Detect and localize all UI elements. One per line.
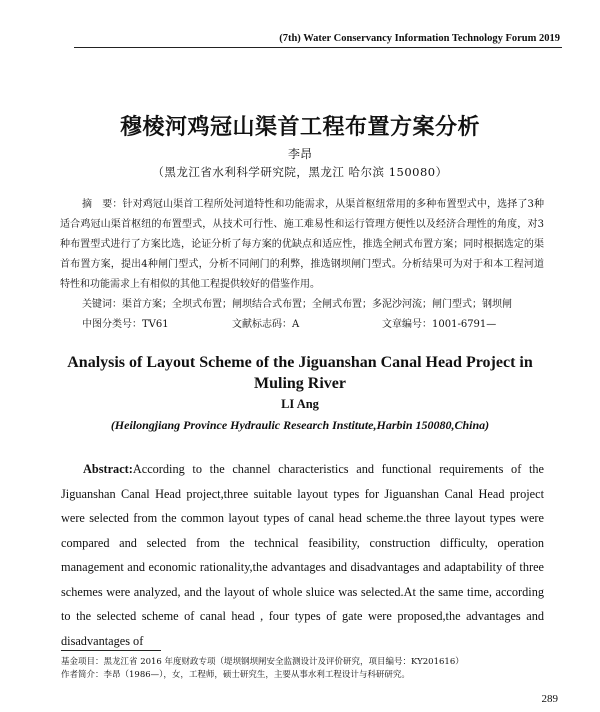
chinese-title: 穆棱河鸡冠山渠首工程布置方案分析 — [119, 114, 480, 140]
page-number: 289 — [541, 693, 558, 705]
chinese-abstract-text: 针对鸡冠山渠首工程所处河道特性和功能需求，从渠首枢纽常用的多种布置型式中，选择了3种适合鸡冠山渠首枢纽的布置型式，从技术可行性、施工难易性和运行管理方便性以及经济合理性的角度，对3种布置型式进行了方案比选，论证分析了每方案的优缺点和适应性，推选全闸式布置方案；同时根据选定的渠首布置方案，提出4种闸门型式，分析不同闸门的利弊，推选钢坝闸门型式。分析结果可为对于和本工程河道特性和功能需求上有相似的其他工程提供较好的借鉴作用。 — [60, 199, 544, 290]
footnote-author-bio: 作者简介：李昂（1986—），女，工程师，硕士研究生，主要从事水利工程设计与科研研究。 — [61, 670, 410, 680]
chinese-abstract — [60, 195, 544, 295]
header-rule — [74, 47, 562, 48]
chinese-keywords — [82, 295, 552, 310]
article-no-label: 文章编号： — [382, 319, 432, 330]
classification-line — [82, 315, 496, 330]
doc-code-label: 文献标志码： — [232, 319, 292, 330]
doc-code-value: A — [292, 319, 300, 330]
chinese-author: 李昂 — [287, 147, 312, 161]
chinese-abstract-label: 摘 要： — [82, 199, 123, 210]
footnote-fund: 基金项目：黑龙江省 2016 年度财政专项（堤坝钢坝闸安全监测设计及评价研究，项目编号：KY201616） — [61, 657, 464, 667]
english-affiliation: (Heilongjiang Province Hydraulic Research Institute,Harbin 150080,China) — [110, 418, 490, 432]
footnote-rule — [61, 650, 161, 651]
english-abstract-text: According to the channel characteristics and functional requirements of the Jiguanshan Canal Head project,three suitable layout types for Jiguanshan Canal Head project were selected from the common layout types of canal head scheme.the three layout types were compared and selected from the technical feasibility, construction difficulty, operation management and economic rationality,the advantages and disadvantages and adaptability of three schemes were analyzed, and the layout of whole sluice was selected.At the same time, according to the selected scheme of canal head , four types of gate were proposed,the advantages and disadvantages of — [61, 462, 544, 648]
english-author: LI Ang — [281, 397, 319, 411]
running-header: (7th) Water Conservancy Information Technology Forum 2019 — [279, 33, 560, 44]
class-number-value: TV61 — [142, 319, 169, 330]
article-no-value: 1001-6791— — [432, 319, 497, 330]
english-abstract-label: Abstract: — [83, 462, 133, 476]
english-abstract — [61, 457, 544, 653]
keywords-label: 关键词： — [82, 299, 122, 310]
chinese-affiliation: （黑龙江省水利科学研究院，黑龙江 哈尔滨 150080） — [152, 165, 448, 179]
keywords-text: 渠首方案；全坝式布置；闸坝结合式布置；全闸式布置；多泥沙河流；闸门型式；钢坝闸 — [122, 299, 512, 310]
english-title: Analysis of Layout Scheme of the Jiguanshan Canal Head Project in Muling River — [67, 354, 533, 392]
class-number-label: 中图分类号： — [82, 319, 142, 330]
